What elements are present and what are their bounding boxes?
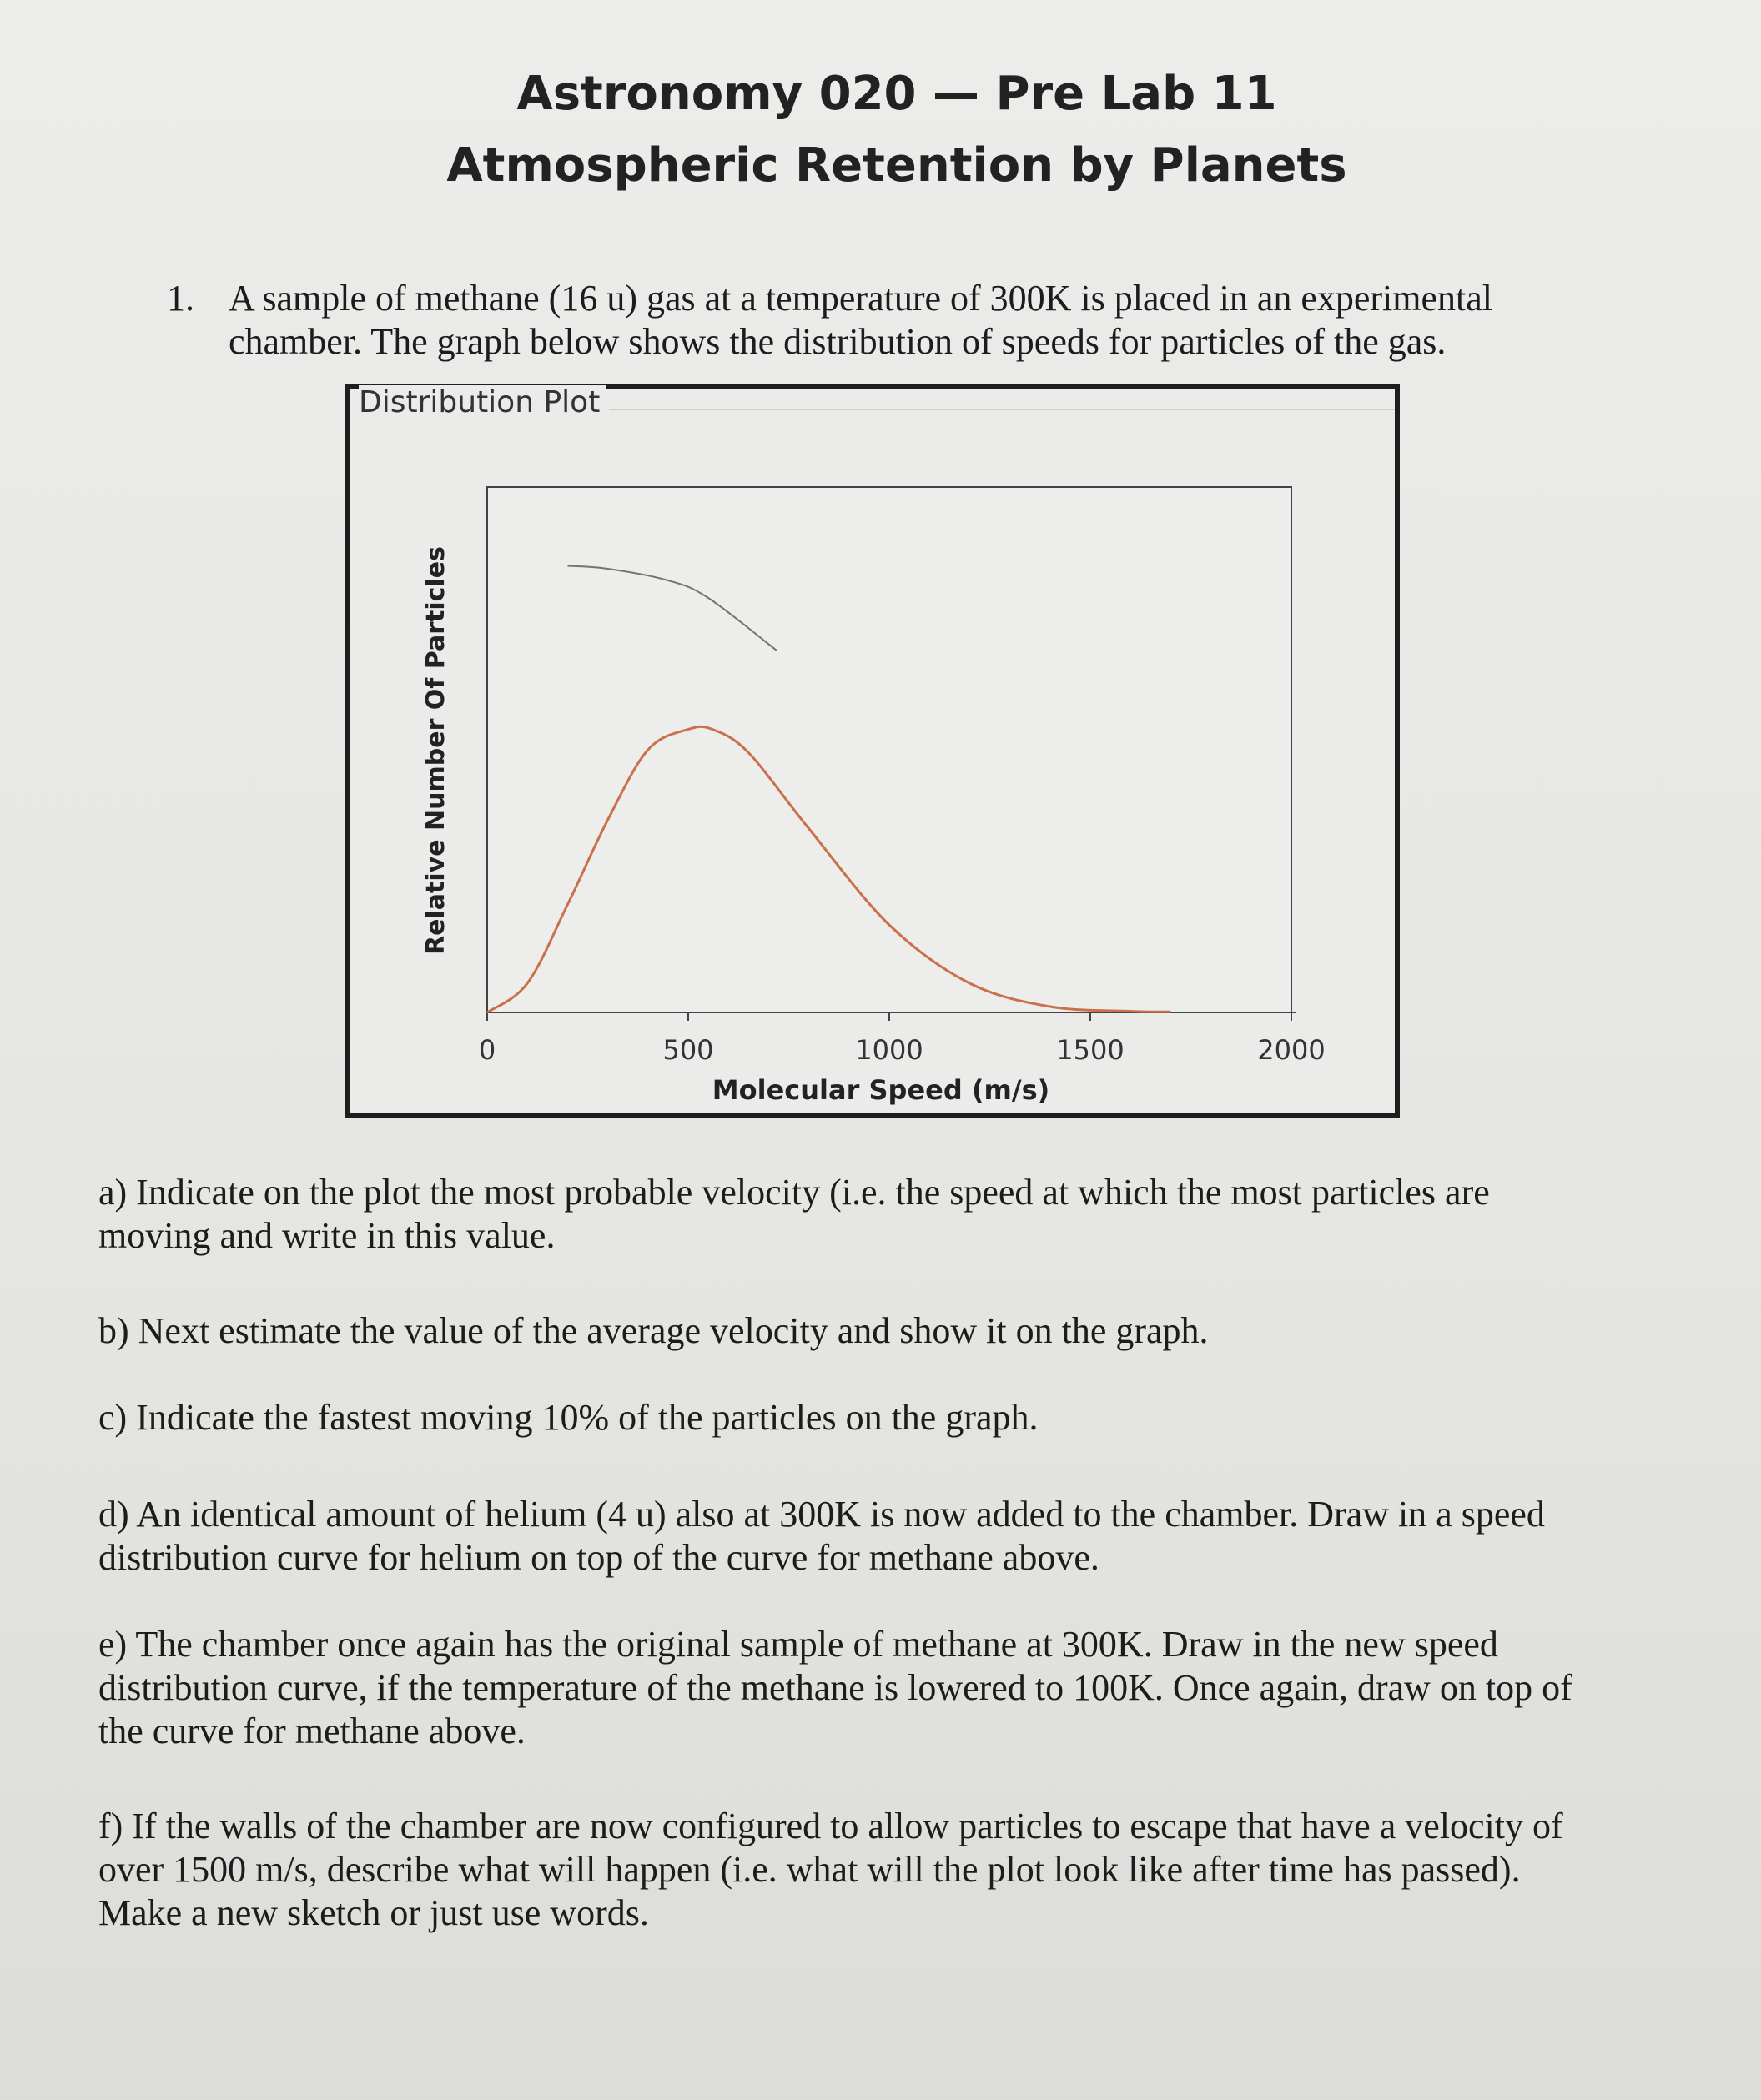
question-1-number: 1. [167,278,194,319]
question-f [98,1805,1563,1935]
question-d-line-1: d) An identical amount of helium (4 u) also at 300K is now added to the chamber. Draw in a speed [98,1494,1545,1535]
question-f-line-3: Make a new sketch or just use words. [98,1892,649,1933]
question-d-line-2: distribution curve for helium on top of the curve for methane above. [98,1537,1099,1578]
worksheet-subtitle: Atmospheric Retention by Planets [446,138,1347,193]
question-e [98,1623,1572,1753]
question-a [98,1171,1490,1258]
x-tick-label: 2000 [1257,1034,1326,1066]
plot-area [487,487,1291,1012]
question-b [98,1309,1209,1353]
x-axis-label: Molecular Speed (m/s) [712,1074,1050,1106]
question-a-line-1: a) Indicate on the plot the most probable velocity (i.e. the speed at which the most particles are [98,1172,1490,1213]
x-tick-label: 1500 [1056,1034,1125,1066]
x-tick-label: 1000 [855,1034,923,1066]
x-tick-label: 0 [478,1034,496,1066]
question-e-line-3: the curve for methane above. [98,1711,526,1751]
question-c-line-1: c) Indicate the fastest moving 10% of the particles on the graph. [98,1397,1039,1438]
question-f-line-2: over 1500 m/s, describe what will happen (i.e. what will the plot look like after time has passed). [98,1849,1521,1890]
question-1-line-2: chamber. The graph below shows the distribution of speeds for particles of the gas. [229,321,1447,362]
question-d [98,1493,1545,1580]
question-f-line-1: f) If the walls of the chamber are now configured to allow particles to escape that have a velocity of [98,1806,1563,1846]
plot-panel-header: Distribution Plot [359,385,606,419]
question-e-line-2: distribution curve, if the temperature of the methane is lowered to 100K. Once again, draw on top of [98,1667,1572,1708]
x-tick-label: 500 [662,1034,714,1066]
question-e-line-1: e) The chamber once again has the original sample of methane at 300K. Draw in the new speed [98,1624,1498,1665]
worksheet-title: Astronomy 020 — Pre Lab 11 [516,67,1277,121]
question-c [98,1396,1039,1439]
question-a-line-2: moving and write in this value. [98,1215,556,1256]
y-axis-label: Relative Number Of Particles [421,546,450,955]
question-1-line-1: A sample of methane (16 u) gas at a temperature of 300K is placed in an experimental [229,278,1493,319]
question-b-line-1: b) Next estimate the value of the average velocity and show it on the graph. [98,1310,1209,1351]
